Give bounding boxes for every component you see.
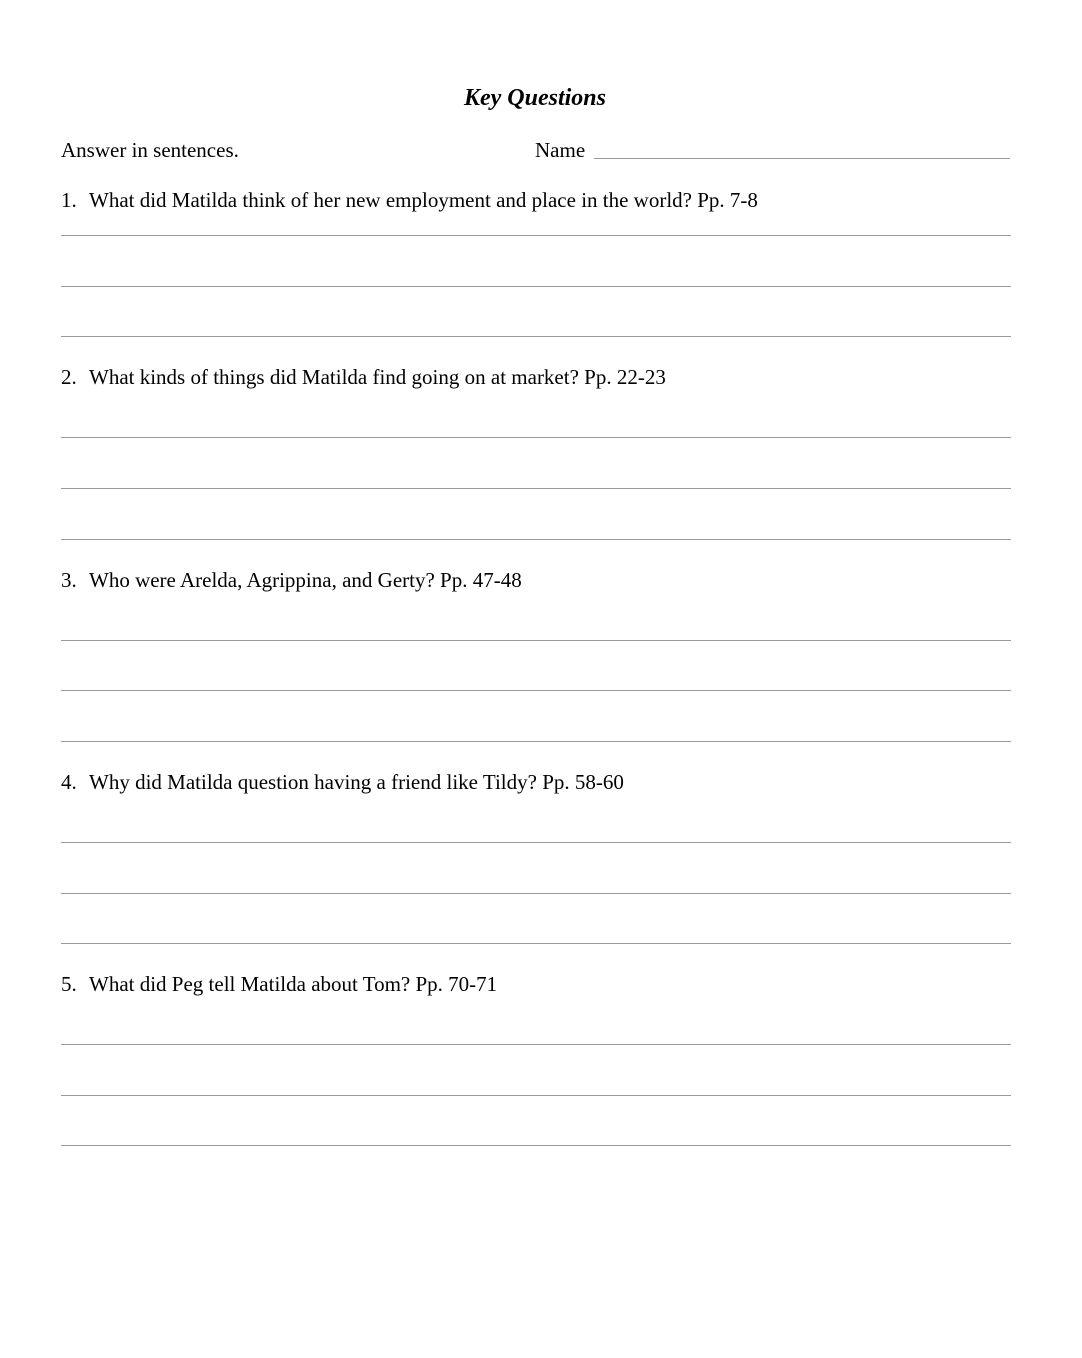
answer-line-5b[interactable] [61,1095,1011,1096]
answer-line-3c[interactable] [61,741,1011,742]
question-4 [61,769,624,795]
question-1 [61,187,758,213]
answer-line-4b[interactable] [61,893,1011,894]
answer-line-1a[interactable] [61,235,1011,236]
question-text: What kinds of things did Matilda find going on at market? Pp. 22-23 [89,365,666,389]
instruction-text: Answer in sentences. [61,138,239,162]
question-number: 4. [61,770,77,794]
question-2 [61,364,666,390]
answer-line-3b[interactable] [61,690,1011,691]
name-field-line[interactable] [594,158,1010,159]
answer-line-4a[interactable] [61,842,1011,843]
question-number: 1. [61,188,77,212]
answer-line-2a[interactable] [61,437,1011,438]
question-3 [61,567,522,593]
answer-line-4c[interactable] [61,943,1011,944]
answer-line-3a[interactable] [61,640,1011,641]
question-text: What did Peg tell Matilda about Tom? Pp. 70-71 [89,972,498,996]
question-text: Who were Arelda, Agrippina, and Gerty? Pp. 47-48 [89,568,522,592]
name-label: Name [535,138,586,162]
answer-line-5a[interactable] [61,1044,1011,1045]
question-number: 2. [61,365,77,389]
answer-line-2c[interactable] [61,539,1011,540]
answer-line-1b[interactable] [61,286,1011,287]
answer-line-2b[interactable] [61,488,1011,489]
question-text: Why did Matilda question having a friend like Tildy? Pp. 58-60 [89,770,624,794]
answer-line-5c[interactable] [61,1145,1011,1146]
question-number: 5. [61,972,77,996]
question-number: 3. [61,568,77,592]
worksheet-title: Key Questions [463,85,606,111]
answer-line-1c[interactable] [61,336,1011,337]
question-text: What did Matilda think of her new employment and place in the world? Pp. 7-8 [89,188,758,212]
question-5 [61,971,497,997]
